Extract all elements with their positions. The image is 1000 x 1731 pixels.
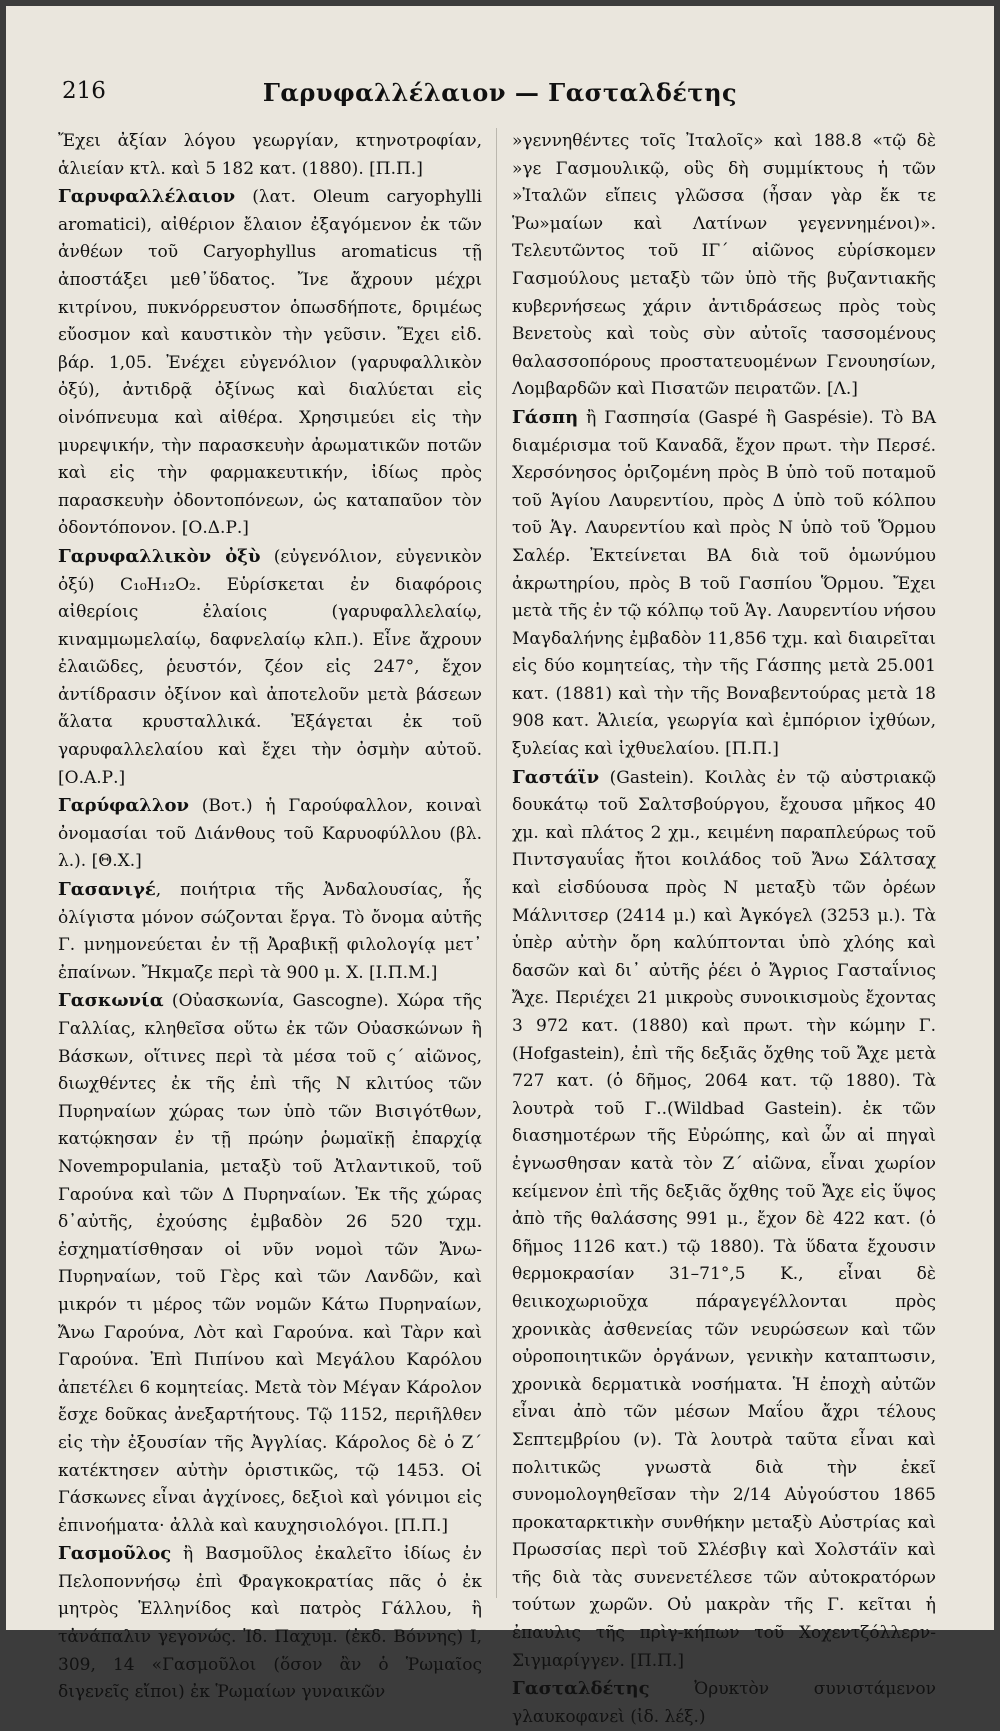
right-column [512, 128, 936, 1727]
entry-headword: Γάσπη [512, 406, 579, 428]
entry-text: (εὐγενόλιον, εὐγενικὸν ὀξύ) C₁₀H₁₂O₂. Εὑρίσκεται ἐν διαφόροις αἰθερίοις ἐλαίοις (γαρυφαλλελαίῳ, κιναμμωμελαίῳ, δαφνελαίῳ κλπ.). Εἶνε ἄχρουν ἐλαιῶδες, ῥευστόν, ζέον εἰς 247°, ἔχον ἀντίδρασιν ὀξίνον καὶ ἀποτελοῦν μετὰ βάσεων ἅλατα κρυσταλλικά. Ἐξάγεται ἐκ τοῦ γαρυφαλλελαίου καὶ ἔχει τὴν ὀσμὴν αὐτοῦ. [Ο.Α.Ρ.] [58, 546, 482, 788]
entry-text: Ὀρυκτὸν συνιστάμενον γλαυκοφανεὶ (ἰδ. λέξ.) [512, 1679, 936, 1727]
entry-gastaldetis [512, 1675, 936, 1731]
entry-text: (λατ. Oleum caryophylli aromatici), αἰθέριον ἔλαιον ἐξαγόμενον ἐκ τῶν ἀνθέων τοῦ Caryophyllus aromaticus τῇ ἀποστάξει μεθ᾽ὕδατος. Ἴνε ἄχρουν μέχρι κιτρίνου, πυκνόρρευστον ὁπωσδήποτε, δριμέως εὔοσμον καὶ καυστικὸν τὴν γεῦσιν. Ἔχει εἰδ. βάρ. 1,05. Ἐνέχει εὐγενόλιον (γαρυφαλλικὸν ὀξύ), ἀντιδρᾷ ὀξίνως καὶ διαλύεται εἰς οἰνόπνευμα καὶ αἰθέρα. Χρησιμεύει εἰς τὴν μυρεψικήν, τὴν παρασκευὴν ἀρωματικῶν ποτῶν καὶ εἰς τὴν φαρμακευτικήν, ἰδίως πρὸς παρασκευὴν ὀδοντοπόνεων, ὡς καταπαῦον τὸν ὀδοντόπονον. [Ο.Δ.Ρ.] [58, 187, 482, 539]
entry-text: , ποιήτρια τῆς Ἀνδαλουσίας, ἧς ὀλίγιστα μόνον σώζονται ἔργα. Τὸ ὄνομα αὐτῆς Γ. μνημονεύεται ἐν τῇ Ἀραβικῇ φιλολογίᾳ μετ᾽ ἐπαίνων. Ἤκμαζε περὶ τὰ 900 μ. Χ. [Ι.Π.Μ.] [58, 880, 482, 983]
entry-headword: Γαρυφαλλέλαιον [58, 186, 236, 208]
entry-gasanige [58, 876, 482, 987]
page-header [62, 78, 938, 118]
column-divider [496, 128, 497, 1598]
entry-continuation-right [512, 128, 936, 404]
running-head: Γαρυφαλλέλαιον — Γασταλδέτης [262, 78, 738, 107]
entry-headword: Γαρύφαλλον [58, 795, 189, 817]
entry-continuation-left [58, 128, 482, 183]
page [6, 6, 994, 1727]
entry-text: »γεννηθέντες τοῖς Ἰταλοῖς» καὶ 188.8 «τῷ δὲ »γε Γασμουλικῷ, οὓς δὴ συμμίκτους ἡ τῶν »Ἰταλῶν εἴπεις γλῶσσα (ἦσαν γὰρ ἔκ τε Ῥω»μαίων καὶ Λατίνων γεγεννημένοι)». Τελευτῶντος τοῦ ΙΓ´ αἰῶνος εὑρίσκομεν Γασμούλους μεταξὺ τῶν ὑπὸ τῆς βυζαντιακῆς κυβερνήσεως χάριν ἀντιδράσεως πρὸς τοὺς Βενετοὺς καὶ τοὺς σὺν αὐτοῖς τασσομένους θαλασσοπόρους προστατευομένων Γενουησίων, Λομβαρδῶν καὶ Πισατῶν πειρατῶν. [Λ.] [512, 131, 936, 400]
left-column [58, 128, 482, 1703]
entry-text: (Οὐασκωνία, Gascogne). Χώρα τῆς Γαλλίας, κληθεῖσα οὕτω ἐκ τῶν Οὐασκώνων ἢ Βάσκων, οἵτινες περὶ τὰ μέσα τοῦ ς´ αἰῶνος, διωχθέντες ἐκ τῆς ἐπὶ τῆς Ν κλιτύος τῶν Πυρηναίων χώρας των ὑπὸ τῶν Βισιγότθων, κατῴκησαν ἐν τῇ πρώην ῥωμαϊκῇ ἐπαρχίᾳ Novempopulania, μεταξὺ τοῦ Ἀτλαντικοῦ, τοῦ Γαρούνα καὶ τῶν Δ Πυρηναίων. Ἐκ τῆς χώρας δ᾽αὐτῆς, ἐχούσης ἐμβαδὸν 26 520 τχμ. ἐσχηματίσθησαν οἱ νῦν νομοὶ τῶν Ἄνω-Πυρηναίων, τοῦ Γὲρς καὶ τῶν Λανδῶν, καὶ μικρόν τι μέρος τῶν νομῶν Κάτω Πυρηναίων, Ἄνω Γαρούνα, Λὸτ καὶ Γαρούνα. καὶ Τὰρν καὶ Γαρούνα. Ἐπὶ Πιπίνου καὶ Μεγάλου Καρόλου ἀπετέλει 6 κομητείας. Μετὰ τὸν Μέγαν Κάρολον ἔσχε δοῦκας ἀνεξαρτήτους. Τῷ 1152, περιῆλθεν εἰς τὴν ἐξουσίαν τῆς Ἀγγλίας. Κάρολος δὲ ὁ Ζ´ κατέκτησεν αὐτὴν ὁριστικῶς, τῷ 1453. Οἱ Γάσκωνες εἶναι ἀγχίνοες, δεξιοὶ καὶ γόνιμοι εἰς ἐπινοήματα· ἀλλὰ καὶ καυχησιολόγοι. [Π.Π.] [58, 991, 482, 1536]
entry-headword: Γασταλδέτης [512, 1678, 650, 1700]
entry-gaskonia [58, 987, 482, 1540]
entry-headword: Γασμοῦλος [58, 1543, 172, 1565]
entry-headword: Γαστάϊν [512, 766, 600, 788]
entry-gastain [512, 764, 936, 1676]
entry-text: (Βοτ.) ἡ Γαρούφαλλον, κοιναὶ ὀνομασίαι τοῦ Διάνθους τοῦ Καρυοφύλλου (βλ. λ.). [Θ.Χ.] [58, 796, 482, 872]
entry-text: ἢ Γασπησία (Gaspé ἢ Gaspésie). Τὸ ΒΑ διαμέρισμα τοῦ Καναδᾶ, ἔχον πρωτ. τὴν Περσέ. Χερσόνησος ὁριζομένη πρὸς Β ὑπὸ τοῦ ποταμοῦ τοῦ Ἁγίου Λαυρεντίου, πρὸς Δ ὑπὸ τοῦ κόλπου τοῦ Ἁγ. Λαυρεντίου καὶ πρὸς Ν ὑπὸ τοῦ Ὅρμου Σαλέρ. Ἐκτείνεται ΒΑ διὰ τοῦ ὁμωνύμου ἀκρωτηρίου, πρὸς Β τοῦ Γασπίου Ὅρμου. Ἔχει μετὰ τῆς ἐν τῷ κόλπῳ τοῦ Ἁγ. Λαυρεντίου νήσου Μαγδαλήνης ἐμβαδὸν 11,856 τχμ. καὶ διαιρεῖται εἰς δύο κομητείας, τὴν τῆς Γάσπης μετὰ 25.001 κατ. (1881) καὶ τὴν τῆς Βοναβεντούρας μετὰ 18 908 κατ. Ἁλιεία, γεωργία καὶ ἐμπόριον ἰχθύων, ξυλείας καὶ ἰχθυελαίου. [Π.Π.] [512, 407, 936, 760]
page-number: 216 [62, 78, 106, 104]
entry-text: ἢ Βασμοῦλος ἐκαλεῖτο ἰδίως ἐν Πελοποννήσῳ ἐπὶ Φραγκοκρατίας πᾶς ὁ ἐκ μητρὸς Ἑλληνίδος καὶ πατρὸς Γάλλου, ἢ τἀνάπαλιν γεγονώς. Ἰδ. Παχυμ. (ἐκδ. Βόννης) I, 309, 14 «Γασμοῦλοι (ὅσον ἂν ὁ Ῥωμαῖος διγενεῖς εἴποι) ἐκ Ῥωμαίων γυναικῶν [58, 1544, 482, 1703]
entry-gasmoulos [58, 1540, 482, 1707]
entry-headword: Γασκωνία [58, 990, 164, 1012]
entry-headword: Γαρυφαλλικὸν ὀξὺ [58, 545, 261, 567]
entry-gaspe [512, 404, 936, 764]
entry-garyfallon [58, 792, 482, 876]
entry-headword: Γασανιγέ [58, 879, 156, 901]
entry-garyfallelaion [58, 183, 482, 543]
entry-text: (Gastein). Κοιλὰς ἐν τῷ αὐστριακῷ δουκάτῳ τοῦ Σαλτσβούργου, ἔχουσα μῆκος 40 χμ. καὶ πλάτος 2 χμ., κειμένη παραπλεύρως τοῦ Πιντσγαυΐας ἤτοι κοιλάδος τοῦ Ἄνω Σάλτσαχ καὶ εἰσδύουσα πρὸς Ν μεταξὺ τῶν ὀρέων Μάλνιτσερ (2414 μ.) καὶ Ἀγκόγελ (3253 μ.). Τὰ ὑπὲρ αὐτὴν ὄρη καλύπτονται ὑπὸ χλόης καὶ δασῶν καὶ δι᾽ αὐτῆς ῥέει ὁ Ἄγριος Γασταΐνιος Ἄχε. Περιέχει 21 μικροὺς συνοικισμοὺς ἔχοντας 3 972 κατ. (1880) καὶ πρωτ. τὴν κώμην Γ. (Hofgastein), ἐπὶ τῆς δεξιᾶς ὄχθης τοῦ Ἄχε μετὰ 727 κατ. (ὁ δῆμος, 2064 κατ. τῷ 1880). Τὰ λουτρὰ τοῦ Γ..(Wildbad Gastein). ἐκ τῶν διασημοτέρων τῆς Εὐρώπης, καὶ ὧν αἱ πηγαὶ ἐγνωσθησαν κατὰ τὸν Ζ´ αἰῶνα, εἶναι χωρίον κείμενον ἐπὶ τῆς δεξιᾶς ὄχθης τοῦ Ἄχε εἰς ὕψος ἀπὸ τῆς θαλάσσης 991 μ., ἔχον δὲ 422 κατ. (ὁ δῆμος 1126 κατ.) τῷ 1880). Τὰ ὕδατα ἔχουσιν θερμοκρασίαν 31–71°,5 Κ., εἶναι δὲ θειικοχωριοῦχα πάραγεγέλλονται πρὸς χρονικὰς ἀσθενείας τῶν νευρώσεων καὶ τῶν οὐροποιητικῶν ὀργάνων, γενικὴν καταπτωσιν, χρονικὰ δερματικὰ νοσήματα. Ἡ ἐποχὴ αὐτῶν εἶναι ἀπὸ τῶν μέσων Μαΐου ἄχρι τέλους Σεπτεμβρίου (ν). Τὰ λουτρὰ ταῦτα εἶναι καὶ πολιτικῶς γνωστὰ διὰ τὴν ἐκεῖ συνομολογηθεῖσαν τὴν 2/14 Αὐγούστου 1865 προκαταρκτικὴν συνθήκην μεταξὺ Αὐστρίας καὶ Πρωσσίας περὶ τοῦ Σλέσβιγ καὶ Χολστάϊν καὶ τῆς διὰ τὰς συνενετέλεσε τῶν αὐτοκρατόρων τούτων χωρῶν. Οὐ μακρὰν τῆς Γ. κεῖται ἡ ἐπαυλις τῆς πρὶγ-κήπων τοῦ Χοχεντζόλλερν-Σιγμαρίγγεν. [Π.Π.] [512, 767, 936, 1671]
entry-garyfallikon-oxy [58, 543, 482, 792]
entry-text: Ἔχει ἀξίαν λόγου γεωργίαν, κτηνοτροφίαν, ἁλιείαν κτλ. καὶ 5 182 κατ. (1880). [Π.Π.] [58, 131, 482, 179]
